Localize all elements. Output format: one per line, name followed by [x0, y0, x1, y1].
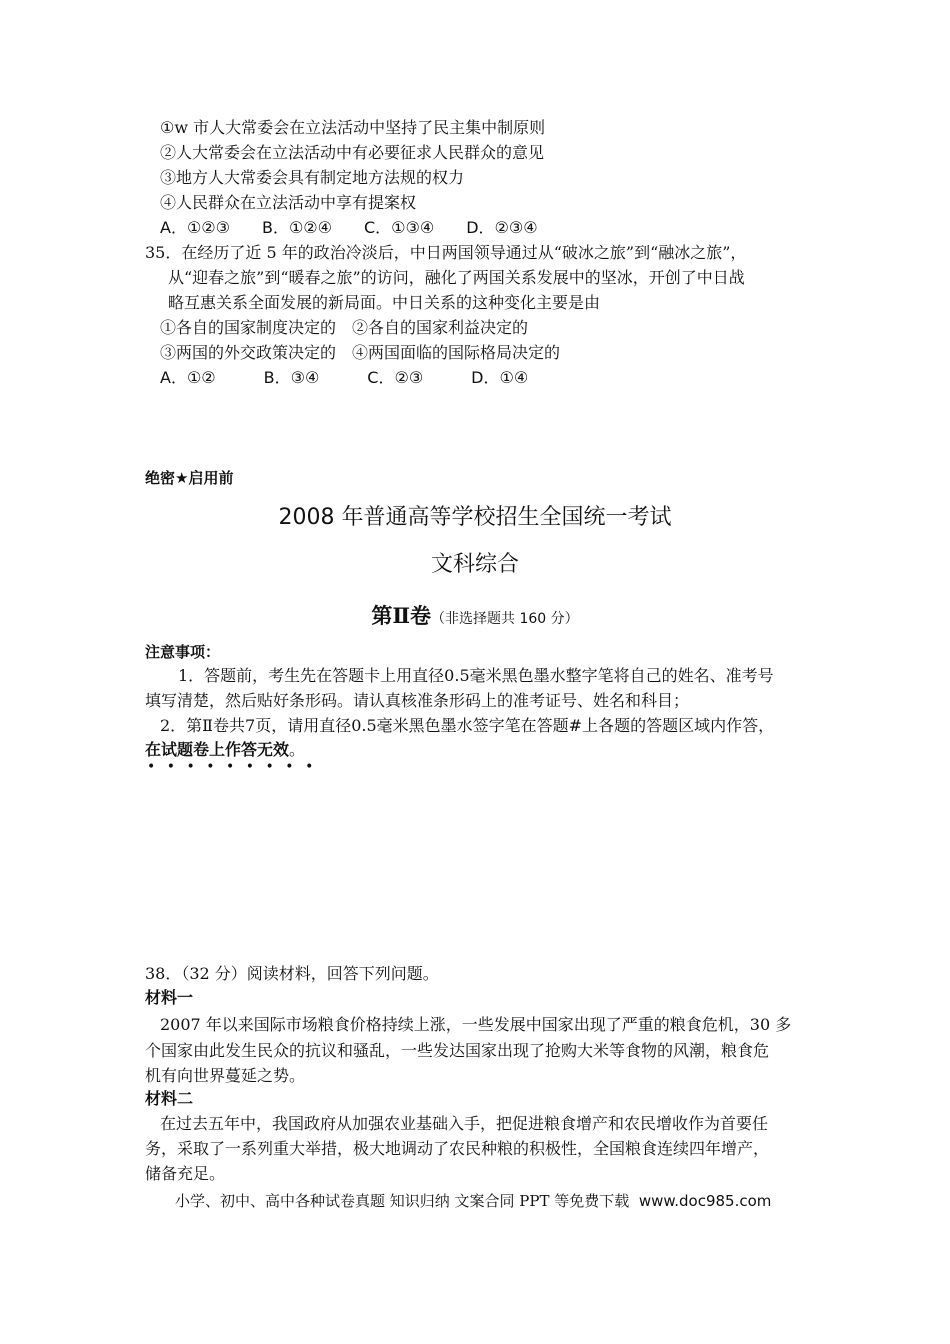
material-1-heading: 材料一	[145, 988, 194, 1007]
footer	[175, 1189, 771, 1213]
q34-option-4: ④人民群众在立法活动中享有提案权	[160, 193, 417, 212]
material-1-line-3: 机有向世界蔓延之势。	[145, 1066, 306, 1085]
material-2-line-3: 储备充足。	[145, 1164, 226, 1183]
volume-title	[0, 601, 950, 634]
material-1-line-1: 2007 年以来国际市场粮食价格持续上涨，一些发展中国家出现了严重的粮食危机，30 多	[160, 1015, 792, 1034]
secret-label: 绝密★启用前	[145, 469, 234, 487]
material-2-line-2: 务，采取了一系列重大举措，极大地调动了农民种粮的积极性，全国粮食连续四年增产，	[145, 1139, 770, 1158]
q38-stem: 38．（32 分）阅读材料，回答下列问题。	[145, 964, 439, 983]
footer-text: 小学、初中、高中各种试卷真题 知识归纳 文案合同 PPT 等免费下载	[175, 1192, 630, 1210]
material-2-heading: 材料二	[145, 1089, 194, 1108]
q34-option-3: ③地方人大常委会具有制定地方法规的权力	[160, 168, 465, 187]
exam-title: 2008 年普通高等学校招生全国统一考试	[278, 505, 672, 530]
footer-url[interactable]: www.doc985.com	[638, 1192, 772, 1210]
q34-choices: A．①②③ B．①②④ C．①③④ D．②③④	[160, 218, 538, 237]
notes-heading: 注意事项：	[145, 643, 221, 661]
notes-item-1-line-2: 填写清楚，然后贴好条形码。请认真核准条形码上的准考证号、姓名和科目；	[145, 691, 690, 710]
subject-title: 文科综合	[430, 552, 519, 577]
q35-options-3-4: ③两国的外交政策决定的 ④两国面临的国际格局决定的	[160, 343, 561, 362]
notes-emphasis-text: 在试题卷上作答无效	[145, 740, 290, 759]
q35-stem-line-1: 35．在经历了近 5 年的政治冷淡后，中日两国领导通过从“破冰之旅”到“融冰之旅”，	[145, 243, 747, 262]
notes-item-2-end: 。	[289, 740, 306, 759]
notes-item-2-line-1: 2．第Ⅱ卷共7页，请用直径0.5毫米黑色墨水签字笔在答题#上各题的答题区域内作答，	[160, 716, 775, 735]
q34-option-2: ②人大常委会在立法活动中有必要征求人民群众的意见	[160, 143, 545, 162]
emphasis-dots: •••••••••	[147, 759, 325, 775]
q35-stem-line-3: 略互惠关系全面发展的新局面。中日关系的这种变化主要是由	[168, 293, 601, 312]
material-1-line-2: 个国家由此发生民众的抗议和骚乱，一些发达国家出现了抢购大米等食物的风潮，粮食危	[145, 1041, 770, 1060]
q35-choices: A．①② B．③④ C．②③ D．①④	[160, 368, 529, 387]
q34-option-1: ①w 市人大常委会在立法活动中坚持了民主集中制原则	[160, 118, 546, 137]
q35-options-1-2: ①各自的国家制度决定的 ②各自的国家利益决定的	[160, 318, 529, 337]
volume-label: 第Ⅱ卷	[371, 603, 432, 628]
volume-note: （非选择题共 160 分）	[431, 611, 579, 627]
q35-stem-line-2: 从“迎春之旅”到“暖春之旅”的访问，融化了两国关系发展中的坚冰，开创了中日战	[168, 268, 745, 287]
notes-item-1-line-1: 1．答题前，考生先在答题卡上用直径0.5毫米黑色墨水整字笔将自己的姓名、准考号	[178, 666, 774, 685]
material-2-line-1: 在过去五年中，我国政府从加强农业基础入手，把促进粮食增产和农民增收作为首要任	[160, 1114, 769, 1133]
